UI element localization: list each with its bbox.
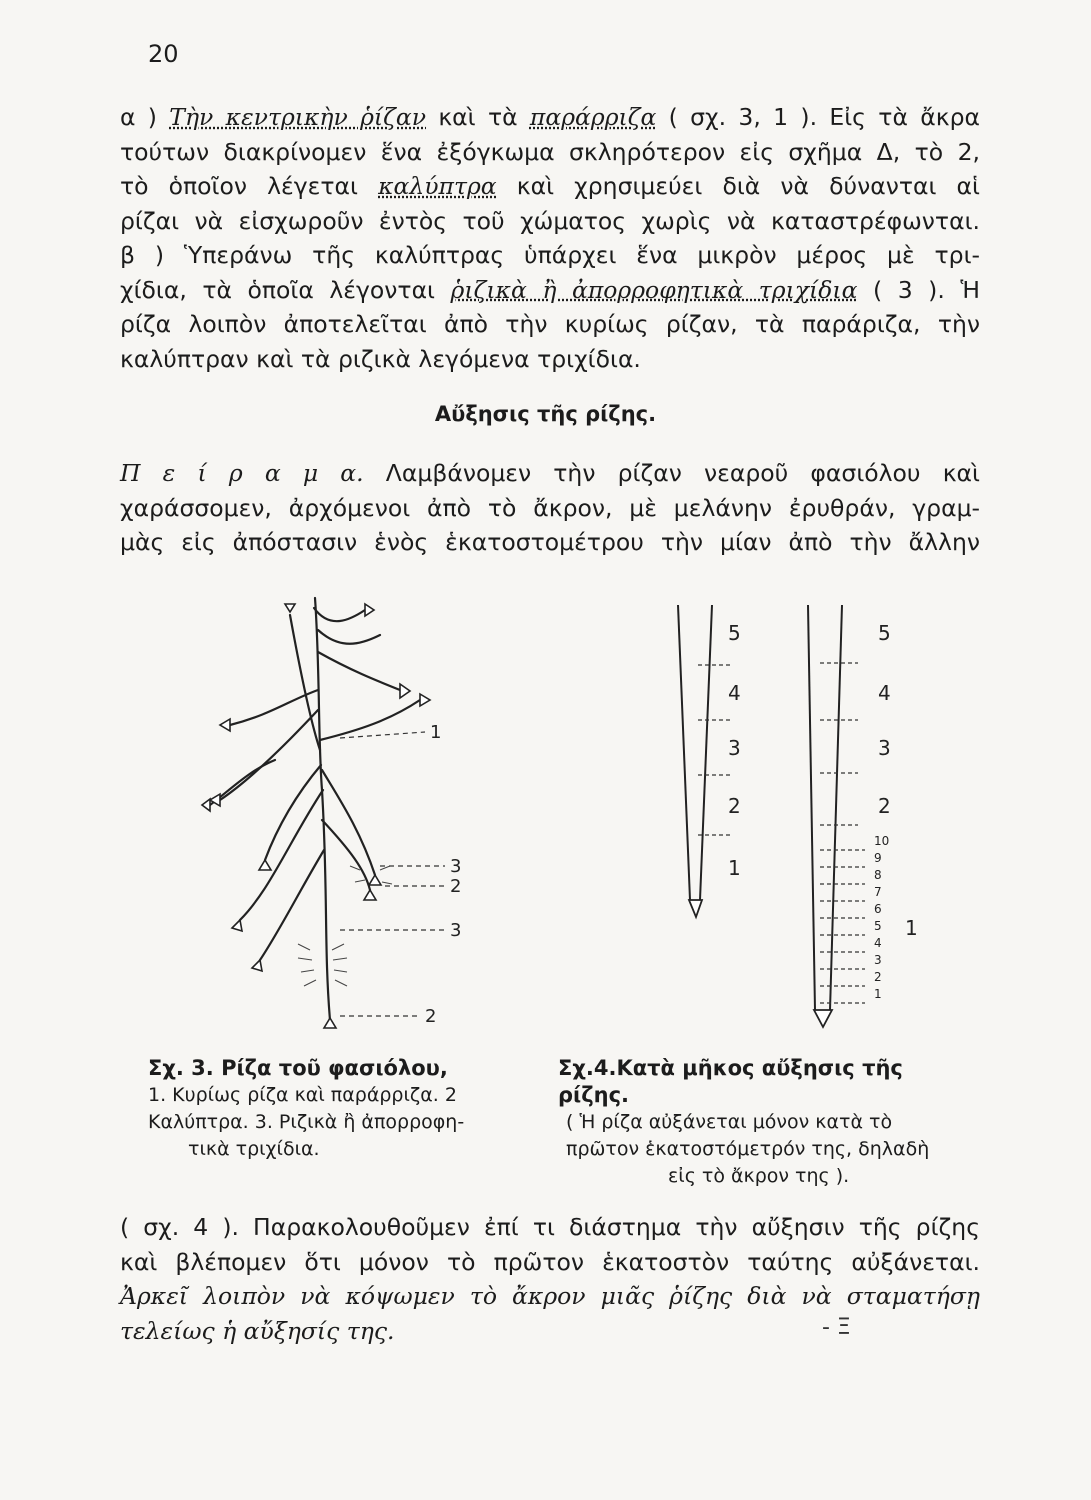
para1-line7: ρίζα λοιπὸν ἀποτελεῖται ἀπὸ τὴν κυρίως ρίζαν, τὰ παράριζα, τὴν bbox=[120, 310, 980, 338]
para1-line6: χίδια, τὰ ὁποῖα λέγονται ῥιζικὰ ἢ ἀπορροφητικὰ τριχίδια ( 3 ). Ἡ bbox=[120, 275, 980, 304]
fig4-small-7: 7 bbox=[874, 885, 882, 899]
para2-line2: χαράσσομεν, ἀρχόμενοι ἀπὸ τὸ ἄκρον, μὲ μελάνην ἐρυθράν, γραμ- bbox=[120, 493, 980, 522]
para1-line8: καλύπτραν καὶ τὰ ριζικὰ λεγόμενα τριχίδια. bbox=[120, 344, 641, 373]
fig3-label-3b: 3 bbox=[450, 920, 462, 941]
fig4-left-3: 3 bbox=[728, 736, 741, 760]
fig4-left-1: 1 bbox=[728, 856, 741, 880]
paragraph-experiment bbox=[120, 456, 980, 560]
para1-line2: τούτων διακρίνομεν ἕνα ἐξόγκωμα σκληρότερον εἰς σχῆμα Δ, τὸ 2, bbox=[120, 137, 980, 166]
para1-line5: β ) Ὑπεράνω τῆς καλύπτρας ὑπάρχει ἕνα μικρὸν μέρος μὲ τρι- bbox=[120, 241, 980, 269]
para2-line1: Π ε ί ρ α μ α. Λαμβάνομεν τὴν ρίζαν νεαροῦ φασιόλου καὶ bbox=[120, 459, 980, 487]
fig4-small-4: 4 bbox=[874, 936, 882, 950]
fig4-small-6: 6 bbox=[874, 902, 882, 916]
fig4-right-1: 1 bbox=[905, 916, 918, 940]
fig4-small-2: 2 bbox=[874, 970, 882, 984]
para1-line4: ρίζαι νὰ εἰσχωροῦν ἐντὸς τοῦ χώματος χωρὶς νὰ καταστρέφωνται. bbox=[120, 206, 980, 235]
paragraph-observation bbox=[120, 1210, 980, 1348]
fig4-small-5: 5 bbox=[874, 919, 882, 933]
fig3-label-2a: 2 bbox=[450, 876, 462, 897]
page-number: 20 bbox=[148, 40, 179, 68]
figure-4-growth-diagram bbox=[660, 595, 940, 1035]
fig4-right-5: 5 bbox=[878, 621, 891, 645]
fig4-small-3: 3 bbox=[874, 953, 882, 967]
fig4-left-5: 5 bbox=[728, 621, 741, 645]
para3-line2: καὶ βλέπομεν ὅτι μόνον τὸ πρῶτον ἑκατοστὸν ταύτης αὐξάνεται. bbox=[120, 1247, 980, 1276]
paragraph-root-parts bbox=[120, 100, 980, 376]
para1-line1: α ) Τὴν κεντρικὴν ῥίζαν καὶ τὰ παράρριζα ( σχ. 3, 1 ). Εἰς τὰ ἄκρα bbox=[120, 103, 980, 131]
fig4-small-1: 1 bbox=[874, 987, 882, 1001]
fig4-left-2: 2 bbox=[728, 794, 741, 818]
para3-line1: ( σχ. 4 ). Παρακολουθοῦμεν ἐπί τι διάστημα τὴν αὔξησιν τῆς ρίζης bbox=[120, 1213, 980, 1241]
para3-line4: τελείως ἡ αὔξησίς της. bbox=[120, 1316, 395, 1345]
fig4-left-4: 4 bbox=[728, 681, 741, 705]
fig4-small-9: 9 bbox=[874, 851, 882, 865]
figure-3-caption: Σχ. 3. Ρίζα τοῦ φασιόλου, 1. Κυρίως ρίζα καὶ παράρριζα. 2 Καλύπτρα. 3. Ριζικὰ ἢ ἀπορροφη- τικὰ τριχίδια. bbox=[148, 1056, 465, 1160]
fig4-right-2: 2 bbox=[878, 794, 891, 818]
fig4-right-3: 3 bbox=[878, 736, 891, 760]
margin-marks: - Ξ bbox=[822, 1315, 851, 1340]
figure-3-root-drawing bbox=[190, 590, 490, 1040]
fig3-label-1: 1 bbox=[430, 722, 442, 743]
para3-line3: Ἀρκεῖ λοιπὸν νὰ κόψωμεν τὸ ἄκρον μιᾶς ῥίζης διὰ νὰ σταματήσῃ bbox=[120, 1282, 980, 1310]
section-heading: Αὔξησις τῆς ρίζης. bbox=[434, 402, 657, 426]
fig4-right-4: 4 bbox=[878, 681, 891, 705]
fig4-small-10: 10 bbox=[874, 834, 890, 848]
fig3-label-2b: 2 bbox=[425, 1006, 437, 1027]
para2-line3: μὰς εἰς ἀπόστασιν ἑνὸς ἑκατοστομέτρου τὴν μίαν ἀπὸ τὴν ἄλλην bbox=[120, 528, 980, 556]
fig4-small-8: 8 bbox=[874, 868, 882, 882]
figure-4-caption: Σχ.4.Κατὰ μῆκος αὔξησις τῆς ρίζης. ( Ἡ ρίζα αὐξάνεται μόνον κατὰ τὸ πρῶτον ἑκατοστόμετρόν της, δηλαδὴ εἰς τὸ ἄκρον της ). bbox=[558, 1056, 930, 1187]
fig3-label-3a: 3 bbox=[450, 856, 462, 877]
para1-line3: τὸ ὁποῖον λέγεται καλύπτρα καὶ χρησιμεύει διὰ νὰ δύνανται αἱ bbox=[120, 172, 980, 200]
